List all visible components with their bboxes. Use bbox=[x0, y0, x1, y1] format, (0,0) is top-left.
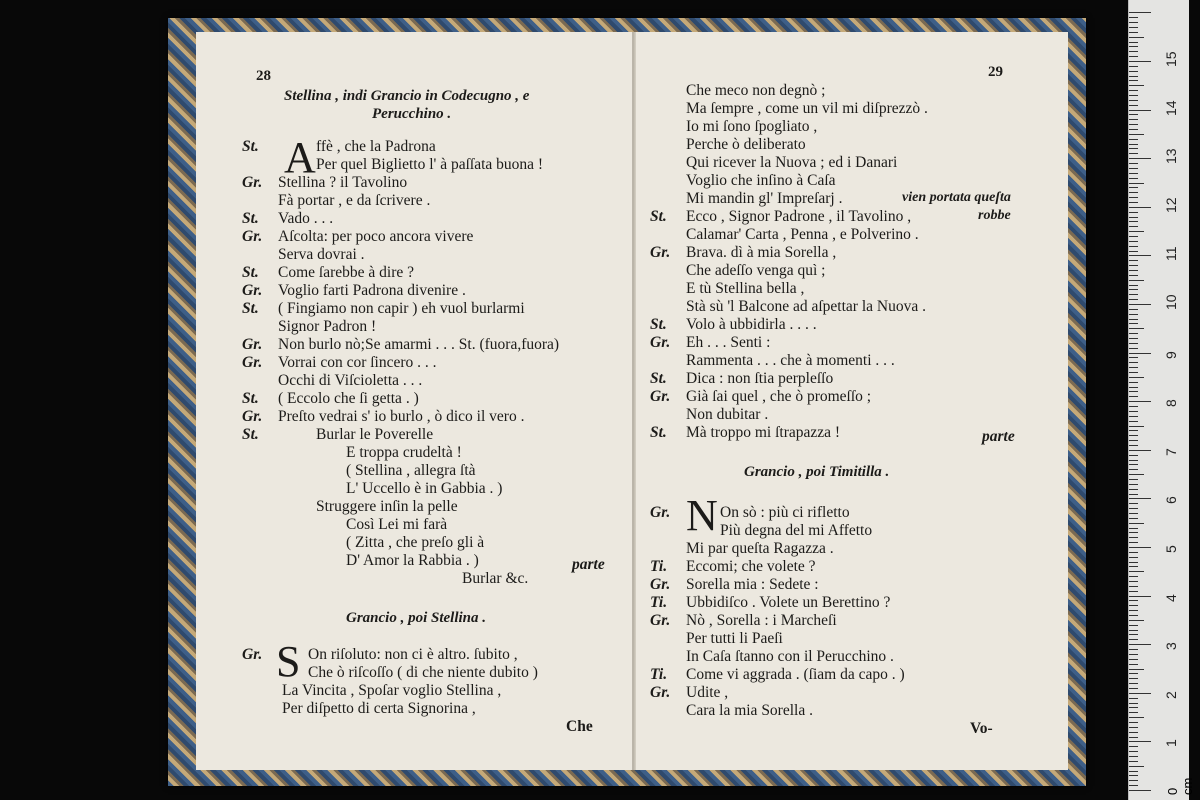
ruler-tick bbox=[1129, 673, 1138, 674]
verse-line: Eccomi; che volete ? bbox=[686, 558, 816, 575]
ruler-tick bbox=[1129, 513, 1138, 514]
verse-line: Vorrai con cor ſincero . . . bbox=[278, 354, 437, 371]
verse-line: Cara la mia Sorella . bbox=[686, 702, 813, 719]
verse-line: Per diſpetto di certa Signorina , bbox=[282, 700, 476, 717]
ruler-tick bbox=[1129, 178, 1138, 179]
stage-direction: parte bbox=[572, 556, 605, 573]
ruler-tick bbox=[1129, 411, 1138, 412]
ruler-tick bbox=[1129, 377, 1144, 378]
ruler-tick bbox=[1129, 741, 1151, 742]
speaker-label: Gr. bbox=[242, 228, 263, 245]
ruler-tick bbox=[1129, 110, 1151, 111]
verse-line: Serva dovrai . bbox=[278, 246, 365, 263]
verse-line: Già ſai quel , che ò promeſſo ; bbox=[686, 388, 872, 405]
verse-line: D' Amor la Rabbia . ) bbox=[346, 552, 479, 569]
speaker-label: Ti. bbox=[650, 666, 668, 683]
verse-line: Aſcolta: per poco ancora vivere bbox=[278, 228, 474, 245]
ruler-label: 13 bbox=[1163, 148, 1179, 165]
ruler-tick bbox=[1129, 503, 1138, 504]
ruler-label: 8 bbox=[1163, 399, 1179, 408]
speaker-label: Gr. bbox=[650, 334, 671, 351]
verse-line: Voglio farti Padrona divenire . bbox=[278, 282, 466, 299]
ruler-tick bbox=[1129, 51, 1138, 52]
ruler-label: 7 bbox=[1163, 448, 1179, 456]
ruler-tick bbox=[1129, 158, 1151, 159]
verse-line: Stà sù 'l Balcone ad aſpettar la Nuova . bbox=[686, 298, 926, 315]
ruler-label: 1 bbox=[1163, 739, 1179, 748]
ruler-tick bbox=[1129, 625, 1138, 626]
ruler-tick bbox=[1129, 727, 1138, 728]
speaker-label: St. bbox=[242, 138, 259, 155]
verse-line: Dica : non ſtia perpleſſo bbox=[686, 370, 834, 387]
ruler-tick bbox=[1129, 537, 1138, 538]
ruler-tick bbox=[1129, 775, 1138, 776]
ruler-tick bbox=[1129, 207, 1151, 208]
ruler-tick bbox=[1129, 353, 1151, 354]
ruler-tick bbox=[1129, 615, 1138, 616]
stage-direction: parte bbox=[982, 428, 1015, 445]
ruler-tick bbox=[1129, 761, 1138, 762]
ruler-tick bbox=[1129, 634, 1138, 635]
ruler-tick bbox=[1129, 299, 1138, 300]
ruler-tick bbox=[1129, 498, 1151, 499]
verse-line: E tù Stellina bella , bbox=[686, 280, 805, 297]
ruler-tick bbox=[1129, 27, 1138, 28]
verse-line: Mi par queſta Ragazza . bbox=[686, 540, 834, 557]
ruler-label: 6 bbox=[1163, 496, 1179, 505]
ruler-tick bbox=[1129, 357, 1138, 358]
ruler-tick bbox=[1129, 664, 1138, 665]
ruler-tick bbox=[1129, 309, 1138, 310]
ruler-tick bbox=[1129, 644, 1151, 645]
ruler-tick bbox=[1129, 338, 1138, 339]
speaker-label: Ti. bbox=[650, 594, 668, 611]
ruler-tick bbox=[1129, 717, 1144, 718]
ruler-tick bbox=[1129, 226, 1138, 227]
ruler-tick bbox=[1129, 289, 1138, 290]
ruler-tick bbox=[1129, 333, 1138, 334]
verse-line: Rammenta . . . che à momenti . . . bbox=[686, 352, 895, 369]
ruler-tick bbox=[1129, 221, 1138, 222]
ruler-tick bbox=[1129, 241, 1138, 242]
scene-heading: Grancio , poi Stellina . bbox=[346, 610, 487, 626]
verse-line: Per quel Biglietto l' à paſſata buona ! bbox=[316, 156, 544, 173]
ruler-tick bbox=[1129, 12, 1151, 13]
ruler-tick bbox=[1129, 484, 1138, 485]
ruler-tick bbox=[1129, 683, 1138, 684]
ruler-tick bbox=[1129, 445, 1138, 446]
speaker-label: Gr. bbox=[650, 576, 671, 593]
ruler-tick bbox=[1129, 382, 1138, 383]
ruler-tick bbox=[1129, 455, 1138, 456]
verse-line: On riſoluto: non ci è altro. ſubito , bbox=[308, 646, 518, 663]
ruler-tick bbox=[1129, 56, 1138, 57]
speaker-label: St. bbox=[650, 316, 667, 333]
ruler-tick bbox=[1129, 562, 1138, 563]
ruler-tick bbox=[1129, 707, 1138, 708]
verse-line: In Caſa ſtanno con il Perucchino . bbox=[686, 648, 894, 665]
ruler-tick bbox=[1129, 17, 1138, 18]
page-number: 28 bbox=[256, 68, 271, 84]
ruler-tick bbox=[1129, 421, 1138, 422]
ruler-tick bbox=[1129, 153, 1138, 154]
verse-line: Stellina ? il Tavolino bbox=[278, 174, 408, 191]
verse-line: Ecco , Signor Padrone , il Tavolino , bbox=[686, 208, 912, 225]
ruler-tick bbox=[1129, 255, 1151, 256]
measurement-ruler bbox=[1128, 0, 1195, 800]
ruler-label: 4 bbox=[1163, 593, 1179, 602]
ruler-tick bbox=[1129, 460, 1138, 461]
ruler-tick bbox=[1129, 129, 1138, 130]
verse-line: Io mi ſono ſpogliato , bbox=[686, 118, 818, 135]
ruler-tick bbox=[1129, 479, 1138, 480]
verse-line: Che adeſſo venga quì ; bbox=[686, 262, 826, 279]
ruler-tick bbox=[1129, 270, 1138, 271]
verse-line: ( Fingiamo non capir ) eh vuol burlarmi bbox=[278, 300, 525, 317]
ruler-tick bbox=[1129, 148, 1138, 149]
ruler-tick bbox=[1129, 785, 1138, 786]
ruler-tick bbox=[1129, 586, 1138, 587]
ruler-tick bbox=[1129, 396, 1138, 397]
page-number: 29 bbox=[988, 64, 1003, 80]
ruler-label: 9 bbox=[1163, 350, 1179, 359]
ruler-tick bbox=[1129, 100, 1138, 101]
ruler-tick bbox=[1129, 557, 1138, 558]
ruler-tick bbox=[1129, 294, 1138, 295]
ruler-tick bbox=[1129, 610, 1138, 611]
ruler-tick bbox=[1129, 406, 1138, 407]
ruler-tick bbox=[1129, 751, 1138, 752]
speaker-label: St. bbox=[650, 424, 667, 441]
ruler-tick bbox=[1129, 790, 1151, 791]
verse-line: ( Stellina , allegra ſtà bbox=[346, 462, 476, 479]
ruler-tick bbox=[1129, 756, 1138, 757]
speaker-label: Gr. bbox=[242, 174, 263, 191]
ruler-tick bbox=[1129, 71, 1138, 72]
ruler-tick bbox=[1129, 22, 1138, 23]
ruler-label: 3 bbox=[1163, 642, 1179, 651]
ruler-tick bbox=[1129, 163, 1138, 164]
ruler-tick bbox=[1129, 654, 1138, 655]
ruler-tick bbox=[1129, 518, 1138, 519]
ruler-tick bbox=[1129, 285, 1138, 286]
ruler-tick bbox=[1129, 217, 1138, 218]
ruler-tick bbox=[1129, 66, 1138, 67]
ruler-tick bbox=[1129, 343, 1138, 344]
ruler-label: 12 bbox=[1163, 197, 1179, 213]
verse-line: E troppa crudeltà ! bbox=[346, 444, 462, 461]
verse-line: On sò : più ci rifletto bbox=[720, 504, 850, 521]
right-page bbox=[636, 32, 1068, 770]
ruler-tick bbox=[1129, 426, 1144, 427]
verse-line: Qui ricever la Nuova ; ed i Danari bbox=[686, 154, 898, 171]
ruler-tick bbox=[1129, 732, 1138, 733]
ruler-tick bbox=[1129, 61, 1151, 62]
ruler-tick bbox=[1129, 576, 1138, 577]
verse-line: Burlar &c. bbox=[462, 570, 529, 587]
ruler-tick bbox=[1129, 265, 1138, 266]
ruler-tick bbox=[1129, 571, 1144, 572]
ruler-tick bbox=[1129, 95, 1138, 96]
verse-line: Come vi aggrada . (ſiam da capo . ) bbox=[686, 666, 905, 683]
verse-line: Eh . . . Senti : bbox=[686, 334, 771, 351]
ruler-tick bbox=[1129, 304, 1151, 305]
verse-line: Mà troppo mi ſtrapazza ! bbox=[686, 424, 841, 441]
verse-line: Preſto vedrai s' io burlo , ò dico il vero . bbox=[278, 408, 525, 425]
ruler-tick bbox=[1129, 737, 1138, 738]
verse-line: ( Eccolo che ſi getta . ) bbox=[278, 390, 419, 407]
ruler-tick bbox=[1129, 260, 1138, 261]
ruler-tick bbox=[1129, 32, 1138, 33]
ruler-tick bbox=[1129, 183, 1144, 184]
verse-line: Occhi di Viſcioletta . . . bbox=[278, 372, 423, 389]
verse-line: La Vincita , Spoſar voglio Stellina , bbox=[282, 682, 502, 699]
ruler-tick bbox=[1129, 46, 1138, 47]
ruler-tick bbox=[1129, 450, 1151, 451]
ruler-tick bbox=[1129, 401, 1151, 402]
catchword: Che bbox=[566, 718, 593, 735]
ruler-tick bbox=[1129, 124, 1138, 125]
speaker-label: St. bbox=[242, 300, 259, 317]
ruler-tick bbox=[1129, 639, 1138, 640]
verse-line: Perche ò deliberato bbox=[686, 136, 806, 153]
ruler-tick bbox=[1129, 416, 1138, 417]
ruler-tick bbox=[1129, 688, 1138, 689]
speaker-label: St. bbox=[242, 390, 259, 407]
ruler-tick bbox=[1129, 391, 1138, 392]
ruler-tick bbox=[1129, 168, 1138, 169]
speaker-label: Gr. bbox=[650, 388, 671, 405]
ruler-tick bbox=[1129, 372, 1138, 373]
ruler-tick bbox=[1129, 605, 1138, 606]
ruler-tick bbox=[1129, 771, 1138, 772]
drop-cap: A bbox=[284, 133, 316, 182]
ruler-tick bbox=[1129, 489, 1138, 490]
verse-line: Non dubitar . bbox=[686, 406, 769, 423]
ruler-tick bbox=[1129, 591, 1138, 592]
ruler-tick bbox=[1129, 348, 1138, 349]
verse-line: Burlar le Poverelle bbox=[316, 426, 434, 443]
ruler-tick bbox=[1129, 76, 1138, 77]
ruler-label: 14 bbox=[1163, 100, 1179, 116]
ruler-tick bbox=[1129, 547, 1151, 548]
ruler-tick bbox=[1129, 134, 1144, 135]
speaker-label: Ti. bbox=[650, 558, 668, 575]
ruler-tick bbox=[1129, 678, 1138, 679]
speaker-label: St. bbox=[650, 208, 667, 225]
ruler-tick bbox=[1129, 630, 1138, 631]
ruler-tick bbox=[1129, 114, 1138, 115]
ruler-tick bbox=[1129, 698, 1138, 699]
scene-heading-cont: Perucchino . bbox=[372, 106, 452, 122]
speaker-label: Gr. bbox=[650, 612, 671, 629]
ruler-tick bbox=[1129, 192, 1138, 193]
ruler-tick bbox=[1129, 197, 1138, 198]
ruler-tick bbox=[1129, 314, 1138, 315]
verse-line: Che ò riſcoſſo ( di che niente dubito ) bbox=[308, 664, 538, 681]
ruler-tick bbox=[1129, 435, 1138, 436]
ruler-tick bbox=[1129, 542, 1138, 543]
ruler-tick bbox=[1129, 703, 1138, 704]
ruler-tick bbox=[1129, 649, 1138, 650]
ruler-tick bbox=[1129, 528, 1138, 529]
stage-direction: robbe bbox=[978, 208, 1011, 223]
verse-line: Signor Padron ! bbox=[278, 318, 377, 335]
ruler-tick bbox=[1129, 212, 1138, 213]
verse-line: Non burlo nò;Se amarmi . . . St. (fuora,fuora) bbox=[278, 336, 560, 353]
ruler-label: 5 bbox=[1163, 545, 1179, 553]
speaker-label: Gr. bbox=[242, 646, 263, 663]
speaker-label: St. bbox=[650, 370, 667, 387]
verse-line: ( Zitta , che preſo gli à bbox=[346, 534, 485, 551]
ruler-tick bbox=[1129, 328, 1144, 329]
verse-line: Volo à ubbidirla . . . . bbox=[686, 316, 817, 333]
speaker-label: Gr. bbox=[650, 244, 671, 261]
verse-line: Voglio che inſino à Caſa bbox=[686, 172, 836, 189]
scene-heading: Stellina , indi Grancio in Codecugno , e bbox=[284, 88, 530, 104]
ruler-tick bbox=[1129, 712, 1138, 713]
ruler-tick bbox=[1129, 464, 1138, 465]
ruler-tick bbox=[1129, 474, 1144, 475]
ruler-tick bbox=[1129, 659, 1138, 660]
ruler-tick bbox=[1129, 362, 1138, 363]
ruler-tick bbox=[1129, 722, 1138, 723]
verse-line: Nò , Sorella : i Marcheſi bbox=[686, 612, 837, 629]
ruler-tick bbox=[1129, 231, 1144, 232]
ruler-tick bbox=[1129, 202, 1138, 203]
ruler-tick bbox=[1129, 746, 1138, 747]
ruler-tick bbox=[1129, 173, 1138, 174]
speaker-label: St. bbox=[242, 426, 259, 443]
ruler-tick bbox=[1129, 766, 1144, 767]
verse-line: Per tutti li Paeſi bbox=[686, 630, 783, 647]
verse-line: ffè , che la Padrona bbox=[316, 138, 436, 155]
scene-heading: Grancio , poi Timitilla . bbox=[744, 464, 890, 480]
ruler-tick bbox=[1129, 37, 1144, 38]
ruler-tick bbox=[1129, 105, 1138, 106]
verse-line: Sorella mia : Sedete : bbox=[686, 576, 819, 593]
verse-line: Più degna del mi Affetto bbox=[720, 522, 873, 539]
ruler-tick bbox=[1129, 319, 1138, 320]
ruler-tick bbox=[1129, 187, 1138, 188]
ruler-tick bbox=[1129, 139, 1138, 140]
speaker-label: Gr. bbox=[242, 282, 263, 299]
ruler-tick bbox=[1129, 566, 1138, 567]
verse-line: Ma ſempre , come un vil mi diſprezzò . bbox=[686, 100, 928, 117]
verse-line: Calamar' Carta , Penna , e Polverino . bbox=[686, 226, 919, 243]
ruler-tick bbox=[1129, 596, 1151, 597]
ruler-tick bbox=[1129, 430, 1138, 431]
verse-line: Ubbidiſco . Volete un Berettino ? bbox=[686, 594, 891, 611]
speaker-label: St. bbox=[242, 264, 259, 281]
speaker-label: Gr. bbox=[650, 504, 671, 521]
ruler-tick bbox=[1129, 119, 1138, 120]
speaker-label: Gr. bbox=[242, 336, 263, 353]
verse-line: Udite , bbox=[686, 684, 729, 701]
speaker-label: Gr. bbox=[242, 354, 263, 371]
ruler-tick bbox=[1129, 387, 1138, 388]
verse-line: Vado . . . bbox=[278, 210, 334, 227]
verse-line: Mi mandin gl' Impreſarj . bbox=[686, 190, 843, 207]
ruler-tick bbox=[1129, 251, 1138, 252]
ruler-tick bbox=[1129, 620, 1144, 621]
ruler-tick bbox=[1129, 323, 1138, 324]
ruler-label: 0 cm bbox=[1165, 777, 1195, 795]
ruler-label: 10 bbox=[1163, 294, 1179, 310]
verse-line: Che meco non degnò ; bbox=[686, 82, 826, 99]
ruler-tick bbox=[1129, 494, 1138, 495]
catchword: Vo- bbox=[970, 720, 993, 737]
ruler-tick bbox=[1129, 469, 1138, 470]
ruler-tick bbox=[1129, 581, 1138, 582]
ruler-tick bbox=[1129, 246, 1138, 247]
ruler-tick bbox=[1129, 780, 1138, 781]
ruler-tick bbox=[1129, 144, 1138, 145]
ruler-tick bbox=[1129, 42, 1138, 43]
ruler-tick bbox=[1129, 600, 1138, 601]
drop-cap: N bbox=[686, 491, 718, 540]
ruler-tick bbox=[1129, 80, 1138, 81]
ruler-label: 15 bbox=[1163, 51, 1179, 67]
ruler-tick bbox=[1129, 90, 1138, 91]
ruler-tick bbox=[1129, 532, 1138, 533]
ruler-tick bbox=[1129, 669, 1144, 670]
ruler-tick bbox=[1129, 523, 1144, 524]
ruler-tick bbox=[1129, 367, 1138, 368]
verse-line: L' Uccello è in Gabbia . ) bbox=[346, 480, 503, 497]
speaker-label: Gr. bbox=[242, 408, 263, 425]
verse-line: Fà portar , e da ſcrivere . bbox=[278, 192, 431, 209]
verse-line: Brava. dì à mia Sorella , bbox=[686, 244, 837, 261]
ruler-tick bbox=[1129, 440, 1138, 441]
ruler-tick bbox=[1129, 693, 1151, 694]
ruler-label: 2 bbox=[1163, 691, 1179, 699]
verse-line: Come ſarebbe à dire ? bbox=[278, 264, 414, 281]
drop-cap: S bbox=[276, 637, 301, 686]
ruler-label: 11 bbox=[1163, 246, 1179, 262]
ruler-tick bbox=[1129, 508, 1138, 509]
speaker-label: St. bbox=[242, 210, 259, 227]
ruler-tick bbox=[1129, 85, 1144, 86]
ruler-tick bbox=[1129, 275, 1138, 276]
ruler-tick bbox=[1129, 552, 1138, 553]
verse-line: Così Lei mi farà bbox=[346, 516, 448, 533]
speaker-label: Gr. bbox=[650, 684, 671, 701]
left-page bbox=[196, 32, 633, 770]
stage-direction: vien portata queſta bbox=[902, 190, 1011, 205]
ruler-tick bbox=[1129, 236, 1138, 237]
verse-line: Struggere inſin la pelle bbox=[316, 498, 458, 515]
ruler-tick bbox=[1129, 280, 1144, 281]
